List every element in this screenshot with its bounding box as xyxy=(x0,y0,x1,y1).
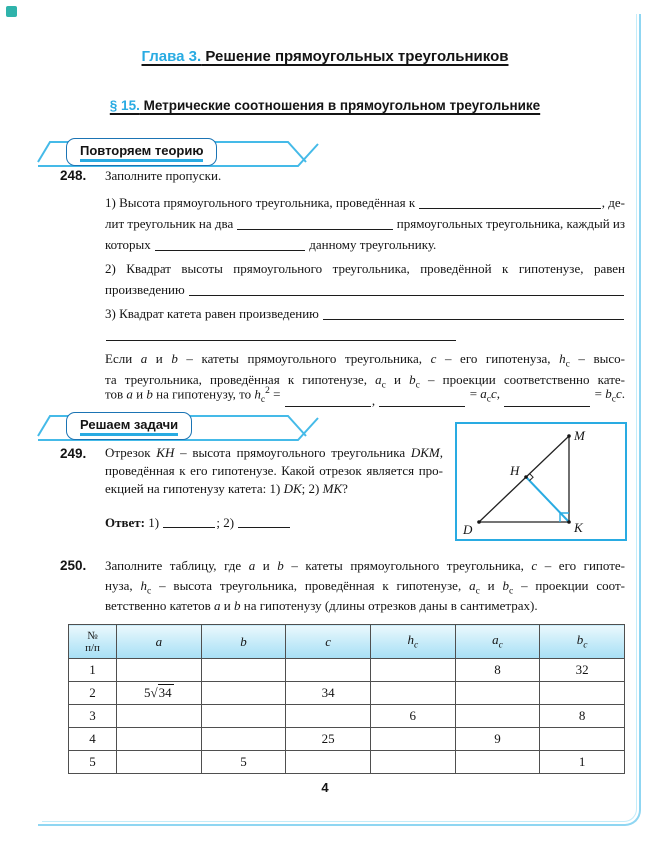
right-angle-mark-H xyxy=(530,474,534,481)
text-line xyxy=(105,444,443,462)
badge-box xyxy=(66,412,192,440)
table-cell xyxy=(540,728,625,751)
text-segment: та треугольника, проведённая к гипотенузе, $a_c$ и $b_c$ – проекции соответственно кате- xyxy=(105,372,625,390)
text-segment: 1) Высота прямоугольного треугольника, проведённая к xyxy=(105,195,419,210)
answer-blank xyxy=(106,340,456,341)
text-line xyxy=(105,596,625,616)
fill-line xyxy=(105,213,625,234)
paragraph-heading xyxy=(0,98,650,113)
text-segment: произведению xyxy=(105,282,188,297)
chapter-label: Глава 3. xyxy=(141,48,202,65)
text-line xyxy=(105,462,443,480)
text-segment: екцией на гипотенузу катета: 1) DK; 2) MK? xyxy=(105,481,348,496)
vertex-label-M: M xyxy=(574,428,585,443)
table-cell: 6 xyxy=(370,705,455,728)
text-line xyxy=(105,556,625,576)
table-cell xyxy=(540,682,625,705)
text-segment: которых xyxy=(105,237,154,252)
table-cell xyxy=(455,682,540,705)
text-segment: , xyxy=(371,393,379,408)
text-segment: ветственно катетов a и b на гипотенузу (длины отрезков даны в сантиметрах). xyxy=(105,598,538,613)
answer-blank xyxy=(238,527,290,528)
point-dot-H xyxy=(524,475,528,479)
vertex-label-D: D xyxy=(463,522,473,537)
fill-line xyxy=(105,192,625,213)
table-header-ac: $a_c$ xyxy=(455,625,540,659)
table-cell: 1 xyxy=(540,751,625,774)
table-cell xyxy=(201,682,286,705)
table-row xyxy=(69,659,625,682)
table-cell: 2 xyxy=(69,682,117,705)
table-cell xyxy=(286,659,371,682)
problem-250-body xyxy=(105,556,625,616)
text-segment: 2) Квадрат высоты прямоугольного треугольника, проведённой к гипотенузе, равен xyxy=(105,261,625,276)
text-segment: прямоугольных треугольника, каждый из xyxy=(393,216,625,231)
chapter-title: Решение прямоугольных треугольников xyxy=(201,48,509,65)
table-cell: 3 xyxy=(69,705,117,728)
paragraph-heading-underline xyxy=(110,98,540,113)
figure-249 xyxy=(455,422,627,541)
table-row xyxy=(69,705,625,728)
section-badge-theory xyxy=(36,138,346,170)
answer-blank xyxy=(155,250,305,251)
problem-248-title: Заполните пропуски. xyxy=(105,168,222,183)
text-segment: нуза, $h_c$ – высота треугольника, проведённая к гипотенузе, $a_c$ и $b_c$ – проекции соот- xyxy=(105,578,625,596)
fill-line xyxy=(105,279,625,300)
table-cell: 5 xyxy=(69,751,117,774)
fill-line xyxy=(105,324,625,345)
table-cell: 8 xyxy=(540,705,625,728)
text-segment: = $b_cc$. xyxy=(591,386,625,405)
table-cell: 5 xyxy=(201,751,286,774)
table-cell xyxy=(455,751,540,774)
vertex-label-K: K xyxy=(574,520,583,535)
problem-number-250: 250. xyxy=(60,558,87,573)
table-cell: 8 xyxy=(455,659,540,682)
text-segment: тов a и b на гипотенузу, то $h_c^2$ = xyxy=(105,386,284,405)
table-cell: 5√34 xyxy=(117,682,202,705)
problem-250-table xyxy=(68,624,625,774)
text-segment: данному треугольнику. xyxy=(305,237,437,252)
table-cell xyxy=(117,705,202,728)
text-line xyxy=(105,258,625,279)
answer-line xyxy=(105,514,443,532)
answer-blank xyxy=(379,406,465,407)
num-header-line2: п/п xyxy=(85,641,100,654)
table-header-b: b xyxy=(201,625,286,659)
table-cell xyxy=(286,751,371,774)
problem-number-248: 248. xyxy=(60,168,87,183)
vertex-dot-K xyxy=(567,520,571,524)
text-segment: Отрезок KH – высота прямоугольного треугольника DKM, xyxy=(105,445,443,460)
table-header-a: a xyxy=(117,625,202,659)
text-segment: ; 2) xyxy=(216,515,238,530)
triangle-figure xyxy=(457,424,625,539)
table-cell xyxy=(455,705,540,728)
text-segment: 3) Квадрат катета равен произведению xyxy=(105,306,323,321)
table-cell xyxy=(201,728,286,751)
table-cell xyxy=(370,751,455,774)
problem-249-body xyxy=(105,444,443,532)
table-cell xyxy=(117,728,202,751)
text-line xyxy=(105,348,625,369)
answer-blank xyxy=(237,229,392,230)
height-segment-KH xyxy=(526,477,569,522)
table-cell xyxy=(286,705,371,728)
table-header-row xyxy=(69,625,625,659)
point-label-H: H xyxy=(510,463,520,478)
vertex-dot-D xyxy=(477,520,481,524)
text-segment: , де- xyxy=(601,195,625,210)
table-cell xyxy=(201,705,286,728)
table-header-hc: $h_c$ xyxy=(370,625,455,659)
badge-label-tasks: Решаем задачи xyxy=(80,417,178,436)
answer-blank xyxy=(323,319,624,320)
table-cell: 34 xyxy=(286,682,371,705)
paragraph-label: § 15. xyxy=(109,98,140,113)
table-cell xyxy=(370,728,455,751)
table-cell xyxy=(201,659,286,682)
table-cell: 32 xyxy=(540,659,625,682)
table-cell xyxy=(117,751,202,774)
answer-blank xyxy=(504,406,590,407)
table-cell: 1 xyxy=(69,659,117,682)
corner-mark xyxy=(6,6,17,17)
formula-line xyxy=(105,386,625,411)
text-segment: лит треугольник на два xyxy=(105,216,237,231)
table-row xyxy=(69,728,625,751)
section-badge-tasks xyxy=(36,412,346,444)
text-segment: 1) xyxy=(145,515,163,530)
table-header-num xyxy=(69,625,117,659)
answer-blank xyxy=(163,527,215,528)
chapter-heading xyxy=(0,48,650,65)
fill-line xyxy=(105,234,625,255)
table-cell xyxy=(117,659,202,682)
table-header-bc: $b_c$ xyxy=(540,625,625,659)
table-row xyxy=(69,682,625,705)
problem-248-body xyxy=(105,192,625,411)
fill-line xyxy=(105,303,625,324)
table-cell xyxy=(370,659,455,682)
text-segment: проведённая к его гипотенузе. Какой отрезок является про- xyxy=(105,463,443,478)
chapter-heading-underline xyxy=(142,48,509,65)
text-line xyxy=(105,576,625,596)
text-segment: Заполните таблицу, где a и b – катеты прямоугольного треугольника, c – его гипоте- xyxy=(105,558,625,573)
answer-blank xyxy=(189,295,624,296)
text-segment: Если a и b – катеты прямоугольного треугольника, c – его гипотенуза, $h_c$ – высо- xyxy=(105,351,625,369)
answer-blank xyxy=(285,406,371,407)
problem-number-249: 249. xyxy=(60,446,87,461)
table-cell: 4 xyxy=(69,728,117,751)
num-header-line1: № xyxy=(87,629,98,642)
page-number: 4 xyxy=(321,780,329,795)
text-line xyxy=(105,480,443,498)
table-cell: 25 xyxy=(286,728,371,751)
answer-label: Ответ: xyxy=(105,515,146,530)
table-cell: 9 xyxy=(455,728,540,751)
table-row xyxy=(69,751,625,774)
table-header-c: c xyxy=(286,625,371,659)
badge-label-theory: Повторяем теорию xyxy=(80,143,203,162)
answer-blank xyxy=(419,208,600,209)
badge-box xyxy=(66,138,217,166)
vertex-dot-M xyxy=(567,434,571,438)
paragraph-title: Метрические соотношения в прямоугольном треугольнике xyxy=(139,98,541,113)
table-cell xyxy=(370,682,455,705)
text-segment: = $a_cc$, xyxy=(466,386,504,405)
